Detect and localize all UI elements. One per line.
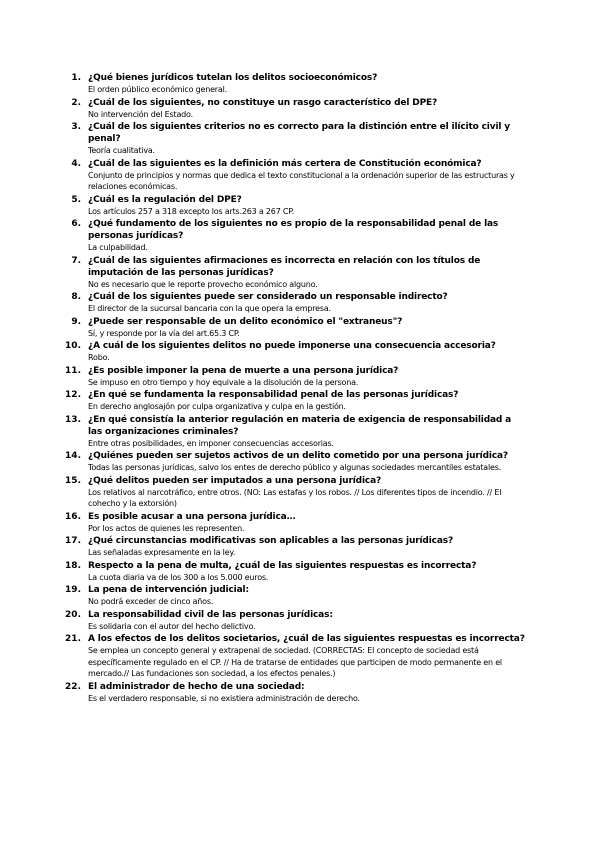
question-text: Respecto a la pena de multa, ¿cuál de las siguientes respuestas es incorrecta?: [88, 560, 477, 571]
question-item: [65, 535, 528, 559]
question-text: ¿Qué fundamento de los siguientes no es propio de la responsabilidad penal de las personas jurídicas?: [88, 219, 499, 241]
question-text: ¿Cuál de los siguientes criterios no es correcto para la distinción entre el ilícito civil y penal?: [88, 122, 511, 144]
answer-text: No intervención del Estado.: [88, 109, 193, 119]
question-number: 3.: [71, 122, 81, 132]
question-text: ¿Puede ser responsable de un delito económico el "extraneus"?: [88, 316, 403, 327]
question-item: [65, 475, 528, 510]
question-number: 15.: [65, 475, 81, 486]
question-item: [65, 681, 528, 705]
answer-text: En derecho anglosajón por culpa organizativa y culpa en la gestión.: [88, 402, 346, 411]
answer-text: Entre otras posibilidades, en imponer consecuencias accesorias.: [88, 438, 334, 448]
question-list: [65, 72, 528, 705]
answer-text: Es solidaria con el autor del hecho delictivo.: [88, 621, 256, 631]
answer-text: Se emplea un concepto general y extrapenal de sociedad. (CORRECTAS: El concepto de sociedad está específicamente regulado en el CP. // Ha de tratarse de entidades que participen de modo permanente en el mercado.// Las fundaciones son sociedad, a los efectos penales.): [88, 646, 502, 678]
question-item: [65, 560, 528, 584]
question-item: [65, 340, 528, 364]
question-number: 9.: [71, 316, 81, 327]
question-text: La responsabilidad civil de las personas jurídicas:: [88, 609, 333, 620]
question-item: [65, 511, 528, 535]
answer-text: No podrá exceder de cinco años.: [88, 597, 214, 606]
question-text: ¿Qué delitos pueden ser imputados a una persona jurídica?: [88, 475, 382, 486]
question-text: El administrador de hecho de una sociedad:: [88, 681, 305, 692]
question-item: [71, 291, 528, 315]
question-number: 1.: [71, 73, 81, 83]
answer-text: Conjunto de principios y normas que dedica el texto constitucional a la ordenación superior de las estructuras y relaciones económicas.: [88, 170, 515, 191]
answer-text: No es necesario que le reporte provecho económico alguno.: [88, 279, 318, 289]
question-number: 13.: [65, 414, 81, 425]
question-item: [65, 609, 528, 633]
question-number: 11.: [65, 365, 81, 376]
question-number: 14.: [65, 451, 81, 461]
question-item: [71, 158, 528, 193]
question-number: 10.: [65, 341, 81, 351]
question-number: 7.: [71, 255, 81, 266]
answer-text: Teoría cualitativa.: [88, 146, 155, 155]
question-text: ¿Quiénes pueden ser sujetos activos de un delito cometido por una persona jurídica?: [88, 451, 508, 461]
question-text: ¿Cuál de los siguientes puede ser considerado un responsable indirecto?: [88, 292, 448, 302]
question-text: ¿Cuál de las siguientes es la definición más certera de Constitución económica?: [88, 158, 482, 169]
question-text: La pena de intervención judicial:: [88, 585, 249, 595]
question-number: 4.: [71, 158, 81, 169]
question-item: [71, 72, 528, 96]
answer-text: Se impuso en otro tiempo y hoy equivale a la disolución de la persona.: [88, 377, 359, 387]
answer-text: Todas las personas jurídicas, salvo los entes de derecho público y algunas sociedades mercantiles estatales.: [88, 463, 502, 472]
question-number: 12.: [65, 390, 81, 400]
question-text: ¿Cuál es la regulación del DPE?: [88, 194, 242, 205]
answer-text: Es el verdadero responsable, si no existiera administración de derecho.: [88, 693, 360, 703]
question-text: ¿Qué circunstancias modificativas son aplicables a las personas jurídicas?: [88, 536, 454, 546]
answer-text: El orden público económico general.: [88, 85, 227, 94]
question-number: 18.: [65, 560, 81, 571]
answer-text: El director de la sucursal bancaria con la que opera la empresa.: [88, 304, 331, 313]
question-text: ¿En qué se fundamenta la responsabilidad penal de las personas jurídicas?: [88, 390, 459, 400]
question-item: [71, 218, 528, 254]
answer-text: Las señaladas expresamente en la ley.: [88, 548, 236, 557]
question-item: [65, 414, 528, 450]
answer-text: Sí, y responde por la vía del art.65.3 CP.: [88, 328, 240, 338]
question-number: 5.: [71, 194, 81, 205]
question-number: 16.: [65, 511, 81, 522]
question-item: [65, 389, 528, 413]
answer-text: La cuota diaria va de los 300 a los 5.000 euros.: [88, 572, 269, 582]
question-item: [71, 194, 528, 218]
question-text: ¿Qué bienes jurídicos tutelan los delitos socioeconómicos?: [88, 73, 378, 83]
question-text: Es posible acusar a una persona jurídica…: [88, 511, 296, 522]
question-text: ¿Cuál de las siguientes afirmaciones es incorrecta en relación con los títulos de imputación de las personas jurídicas?: [88, 255, 481, 278]
question-number: 20.: [65, 609, 81, 620]
question-item: [71, 97, 528, 121]
question-number: 8.: [71, 292, 81, 302]
question-item: [65, 584, 528, 608]
question-number: 19.: [65, 585, 81, 595]
question-text: ¿Cuál de los siguientes, no constituye un rasgo característico del DPE?: [88, 97, 438, 108]
question-item: [71, 316, 528, 340]
question-number: 2.: [71, 97, 81, 108]
answer-text: La culpabilidad.: [88, 243, 148, 252]
question-item: [65, 365, 528, 389]
answer-text: Por los actos de quienes les representen.: [88, 523, 245, 533]
question-text: ¿A cuál de los siguientes delitos no puede imponerse una consecuencia accesoria?: [88, 341, 496, 351]
question-number: 22.: [65, 681, 81, 692]
question-number: 6.: [71, 219, 81, 229]
question-number: 21.: [65, 634, 81, 644]
question-text: ¿En qué consistía la anterior regulación en materia de exigencia de responsabilidad a las organizaciones criminales?: [88, 414, 512, 437]
question-item: [71, 255, 528, 291]
question-text: A los efectos de los delitos societarios, ¿cuál de las siguientes respuestas es incorrecta?: [88, 634, 525, 644]
question-item: [65, 633, 528, 680]
answer-text: Robo.: [88, 353, 110, 362]
question-item: [65, 450, 528, 474]
question-text: ¿Es posible imponer la pena de muerte a una persona jurídica?: [88, 365, 399, 376]
answer-text: Los relativos al narcotráfico, entre otros. (NO: Las estafas y los robos. // Los diferentes tipos de incendio. // El cohecho y la extorsión): [88, 487, 502, 508]
answer-text: Los artículos 257 a 318 excepto los arts.263 a 267 CP.: [88, 206, 295, 216]
question-item: [71, 121, 528, 157]
question-number: 17.: [65, 536, 81, 546]
